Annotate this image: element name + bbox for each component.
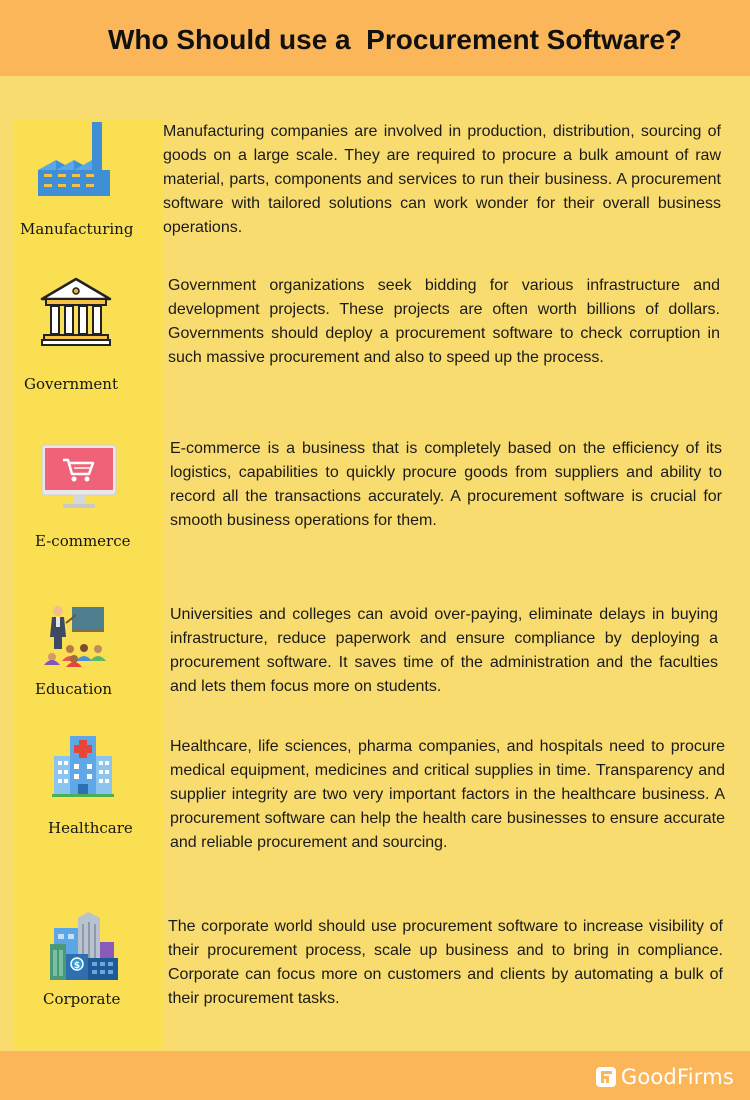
factory-icon [38, 122, 110, 198]
category-label-government: Government [24, 375, 118, 393]
description-corporate: The corporate world should use procurement software to increase visibility of their procurement process, scale up business and to bring in compliance. Corporate can focus more on customers and clients by automating a bulk of their procurement tasks. [168, 918, 723, 1007]
hospital-icon [52, 734, 114, 798]
category-label-ecommerce: E-commerce [35, 532, 131, 550]
category-label-healthcare: Healthcare [48, 819, 133, 837]
corporate-buildings-icon [48, 912, 120, 982]
category-label-corporate: Corporate [43, 990, 121, 1008]
goodfirms-logo-icon [596, 1067, 616, 1087]
description-government: Government organizations seek bidding for various infrastructure and development projects. These projects are often worth billions of dollars. Governments should deploy a procurement software to check corruption in such massive procurement and also to speed up the process. [168, 277, 720, 366]
brand-name: GoodFirms [620, 1065, 734, 1089]
government-building-icon [40, 277, 112, 347]
classroom-icon [44, 603, 108, 667]
category-label-manufacturing: Manufacturing [20, 220, 134, 238]
category-column [14, 120, 163, 1050]
description-education: Universities and colleges can avoid over-paying, eliminate delays in buying infrastructure, reduce paperwork and ensure compliance by deploying a procurement software. It saves time of the administration and the faculties and lets them focus more on students. [170, 606, 718, 695]
shopping-cart-monitor-icon [41, 444, 117, 512]
goodfirms-logo [596, 1064, 734, 1090]
description-healthcare: Healthcare, life sciences, pharma companies, and hospitals need to procure medical equipment, medicines and critical supplies in time. Transparency and supplier integrity are two very important factors in the healthcare business. A procurement software can help the health care businesses to ensure accurate and reliable procurement and sourcing. [170, 738, 725, 851]
description-manufacturing: Manufacturing companies are involved in production, distribution, sourcing of goods on a large scale. They are required to procure a bulk amount of raw material, parts, components and services to run their business. A procurement software with tailored solutions can work wonder for their overall business operations. [163, 123, 721, 236]
category-label-education: Education [35, 680, 113, 698]
description-ecommerce: E-commerce is a business that is completely based on the efficiency of its logistics, capabilities to quickly procure goods from suppliers and ability to record all the transactions accurately. A procurement software is crucial for smooth business operations for them. [170, 440, 722, 529]
svg-text:$: $ [73, 961, 81, 971]
page-title: Who Should use a Procurement Software? [107, 24, 683, 55]
